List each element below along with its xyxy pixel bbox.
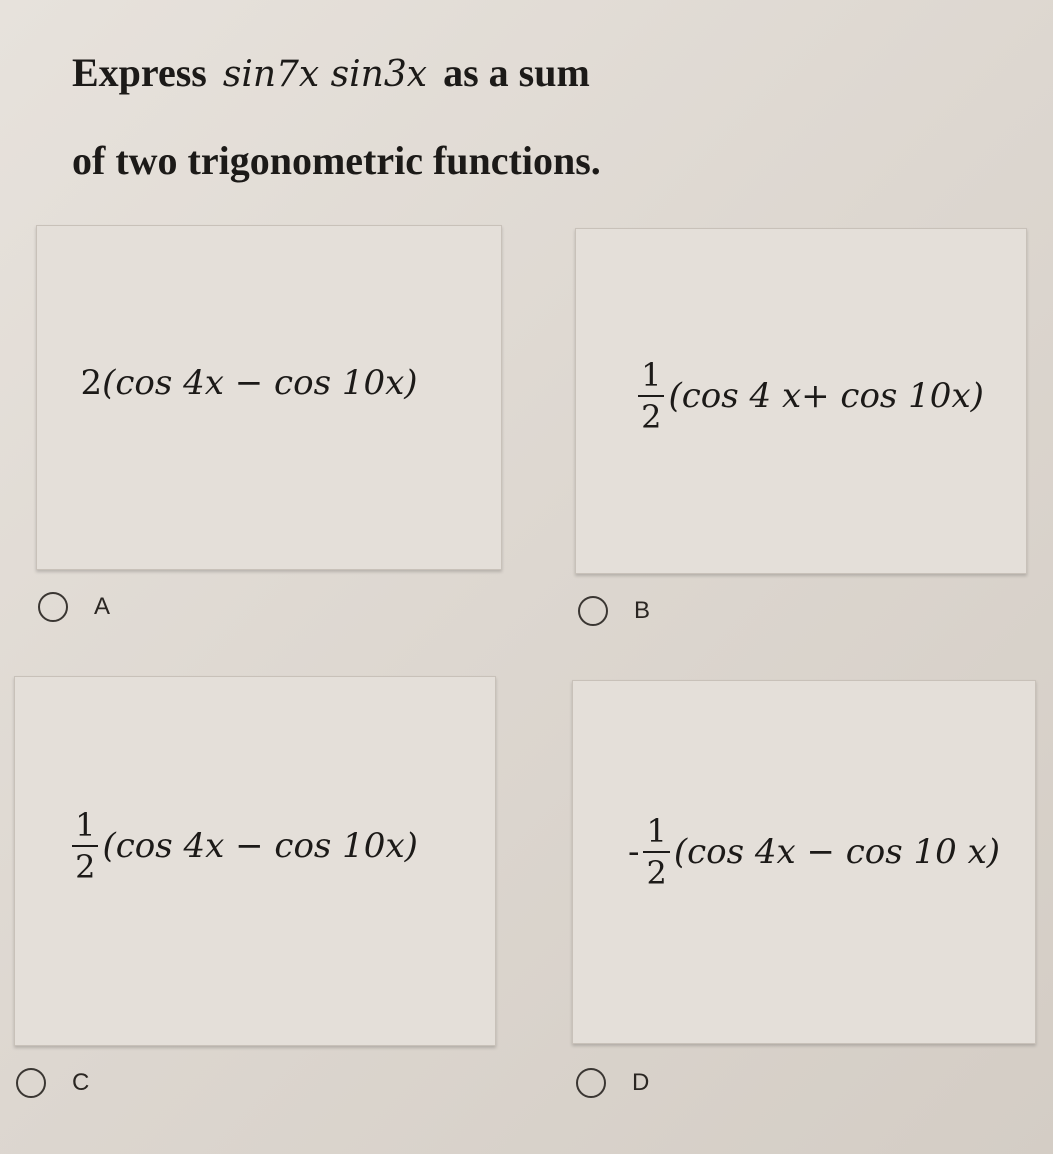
fraction-d-numerator: 1 <box>643 815 669 853</box>
option-label-b: B <box>634 597 651 624</box>
fraction-b <box>638 356 664 436</box>
question-suffix: as a sum <box>443 50 590 95</box>
option-b[interactable] <box>578 596 650 626</box>
answer-expression-d <box>627 812 1001 892</box>
answer-card-d[interactable] <box>572 680 1036 1044</box>
answer-expression-b <box>638 356 984 436</box>
question-math: sin7x sin3x <box>222 54 428 95</box>
radio-button-d[interactable] <box>576 1068 606 1098</box>
fraction-d <box>643 812 669 892</box>
option-c[interactable] <box>16 1068 89 1098</box>
fraction-c-numerator: 1 <box>72 809 98 847</box>
option-label-d: D <box>632 1069 650 1096</box>
question-text <box>72 30 972 204</box>
fraction-c-denominator: 2 <box>75 848 96 886</box>
radio-button-c[interactable] <box>16 1068 46 1098</box>
sign-d: - <box>627 832 640 872</box>
expression-body-d: (cos 4x − cos 10 x) <box>673 832 1001 872</box>
fraction-b-numerator: 1 <box>638 359 664 397</box>
answer-expression-c <box>72 806 418 886</box>
answer-card-b[interactable] <box>575 228 1027 574</box>
option-d[interactable] <box>576 1068 649 1098</box>
answer-card-a[interactable] <box>36 225 502 570</box>
radio-button-b[interactable] <box>578 596 608 626</box>
expression-body-b: (cos 4 x+ cos 10x) <box>668 376 984 416</box>
option-a[interactable] <box>38 592 110 622</box>
fraction-c <box>72 806 98 886</box>
expression-body-a: (cos 4x − cos 10x) <box>102 362 418 403</box>
answer-expression-a <box>80 363 417 403</box>
expression-body-c: (cos 4x − cos 10x) <box>102 826 418 866</box>
fraction-d-denominator: 2 <box>646 854 667 892</box>
question-prefix: Express <box>72 50 207 95</box>
coefficient-a: 2 <box>80 362 103 403</box>
question-line-1 <box>72 30 972 118</box>
fraction-b-denominator: 2 <box>641 398 662 436</box>
option-label-a: A <box>94 593 111 620</box>
question-line-2: of two trigonometric functions. <box>72 138 601 183</box>
answer-card-c[interactable] <box>14 676 496 1046</box>
radio-button-a[interactable] <box>38 592 68 622</box>
option-label-c: C <box>72 1069 90 1096</box>
